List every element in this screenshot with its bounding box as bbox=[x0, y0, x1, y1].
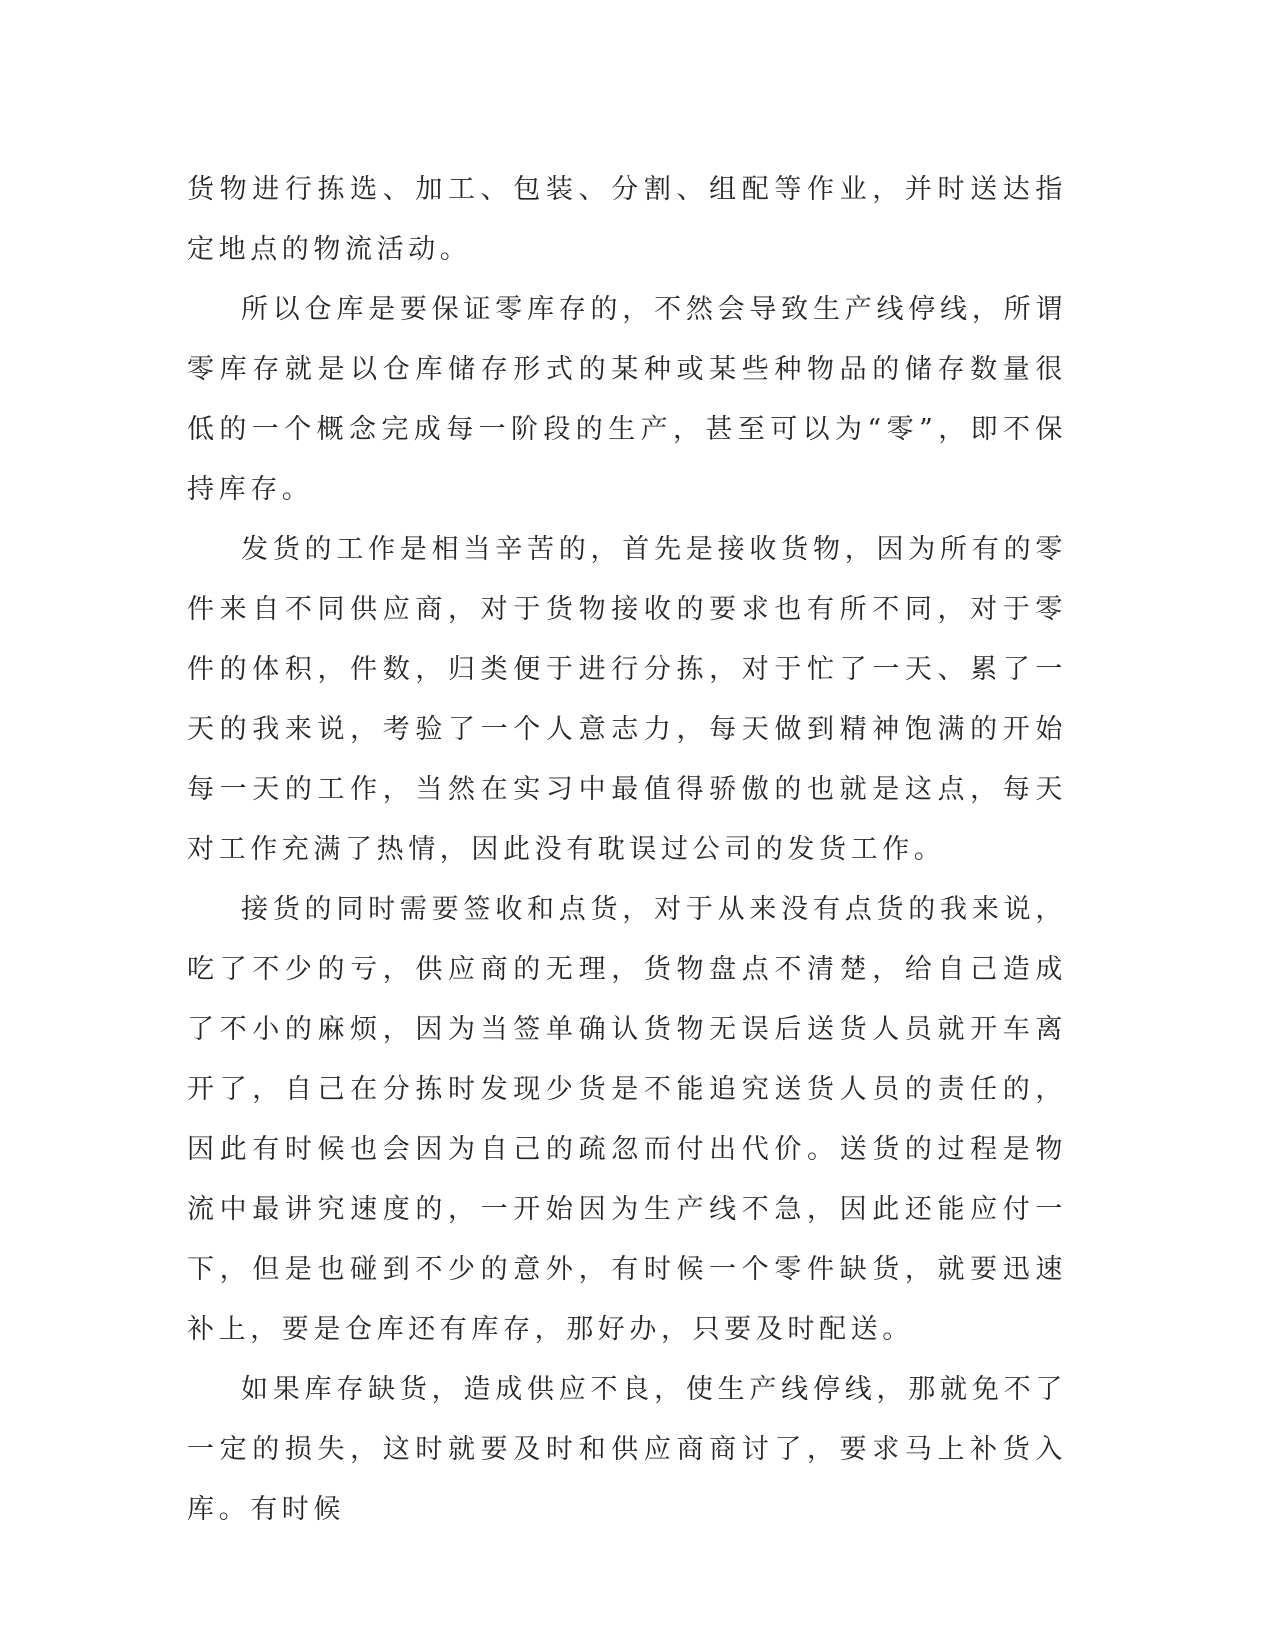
paragraph-1: 货物进行拣选、加工、包装、分割、组配等作业，并时送达指定地点的物流活动。 bbox=[187, 174, 1067, 265]
paragraph-5: 如果库存缺货，造成供应不良，使生产线停线，那就免不了一定的损失，这时就要及时和供应商商讨了，要求马上补货入库。有时候 bbox=[187, 1374, 1067, 1525]
paragraph-3: 发货的工作是相当辛苦的，首先是接收货物，因为所有的零件来自不同供应商，对于货物接收的要求也有所不同，对于零件的体积，件数，归类便于进行分拣，对于忙了一天、累了一天的我来说，考验了一个人意志力，每天做到精神饱满的开始每一天的工作，当然在实习中最值得骄傲的也就是这点，每天对工作充满了热情，因此没有耽误过公司的发货工作。 bbox=[187, 534, 1067, 865]
paragraph-4: 接货的同时需要签收和点货，对于从来没有点货的我来说，吃了不少的亏，供应商的无理，货物盘点不清楚，给自己造成了不小的麻烦，因为当签单确认货物无误后送货人员就开车离开了，自己在分拣时发现少货是不能追究送货人员的责任的，因此有时候也会因为自己的疏忽而付出代价。送货的过程是物流中最讲究速度的，一开始因为生产线不急，因此还能应付一下，但是也碰到不少的意外，有时候一个零件缺货，就要迅速补上，要是仓库还有库存，那好办，只要及时配送。 bbox=[187, 894, 1067, 1345]
body-text bbox=[187, 160, 1067, 1540]
paragraph-2: 所以仓库是要保证零库存的，不然会导致生产线停线，所谓零库存就是以仓库储存形式的某种或某些种物品的储存数量很低的一个概念完成每一阶段的生产，甚至可以为“零”，即不保持库存。 bbox=[187, 294, 1067, 505]
